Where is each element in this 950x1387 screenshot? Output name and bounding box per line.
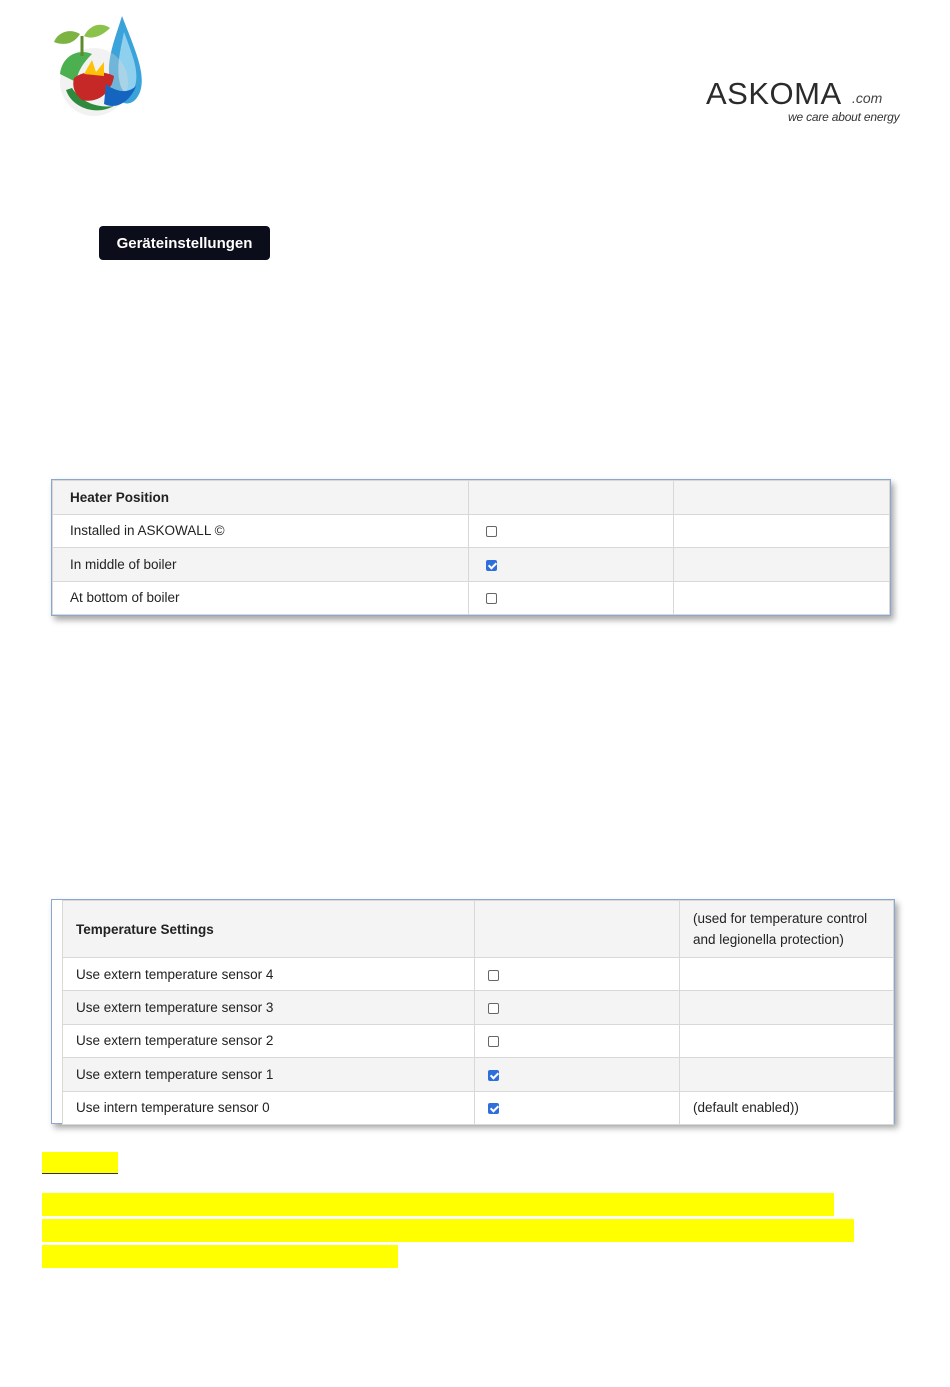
checkbox-cell [469,581,674,615]
sensor-3-checkbox[interactable] [488,1003,499,1014]
askoma-logo [706,72,916,130]
header-note-line1: (used for temperature control [693,911,868,926]
highlighted-note-heading [42,1152,118,1174]
table-cell [469,481,674,515]
row-label: Installed in ASKOWALL © [53,514,469,548]
row-note: (default enabled)) [680,1091,894,1124]
brand-domain: .com [852,90,883,106]
row-label: Use extern temperature sensor 3 [63,991,475,1024]
table-cell [674,581,890,615]
bottom-of-boiler-checkbox[interactable] [486,593,497,604]
header-note-line2: and legionella protection) [693,932,844,947]
device-settings-button[interactable]: Geräteinstellungen [99,226,270,260]
temperature-settings-title: Temperature Settings [63,901,475,958]
table-header-row [63,901,894,958]
temperature-settings-table [62,900,894,1125]
row-label: Use intern temperature sensor 0 [63,1091,475,1124]
table-row [53,581,890,615]
sensor-1-checkbox[interactable] [488,1070,499,1081]
row-label: In middle of boiler [53,548,469,582]
table-header-row [53,481,890,515]
row-note [680,1058,894,1091]
checkbox-cell [475,1024,680,1057]
sensor-2-checkbox[interactable] [488,1036,499,1047]
table-row [63,1091,894,1124]
temperature-settings-panel [51,899,895,1124]
table-row [63,958,894,991]
sensor-0-checkbox[interactable] [488,1103,499,1114]
row-note [680,958,894,991]
company-logo [44,12,148,124]
checkbox-cell [475,1058,680,1091]
brand-name: ASKOMA [706,76,842,111]
table-row [53,548,890,582]
heater-position-title: Heater Position [53,481,469,515]
highlighted-note-line [42,1245,398,1268]
table-cell [475,901,680,958]
table-row [63,1058,894,1091]
table-row [53,514,890,548]
askowall-checkbox[interactable] [486,526,497,537]
header-note [680,901,894,958]
table-cell [674,514,890,548]
table-cell [674,548,890,582]
checkbox-cell [475,991,680,1024]
checkbox-cell [469,514,674,548]
checkbox-cell [475,1091,680,1124]
checkbox-cell [475,958,680,991]
table-row [63,1024,894,1057]
brand-slogan: we care about energy [788,110,900,124]
row-label: Use extern temperature sensor 2 [63,1024,475,1057]
table-row [63,991,894,1024]
row-label: Use extern temperature sensor 1 [63,1058,475,1091]
sensor-4-checkbox[interactable] [488,970,499,981]
middle-of-boiler-checkbox[interactable] [486,560,497,571]
table-cell [674,481,890,515]
row-label: Use extern temperature sensor 4 [63,958,475,991]
row-note [680,991,894,1024]
row-note [680,1024,894,1057]
checkbox-cell [469,548,674,582]
heater-position-panel [51,479,891,616]
highlighted-note-line [42,1219,854,1242]
heater-position-table [52,480,890,615]
row-label: At bottom of boiler [53,581,469,615]
highlighted-note-line [42,1193,834,1216]
